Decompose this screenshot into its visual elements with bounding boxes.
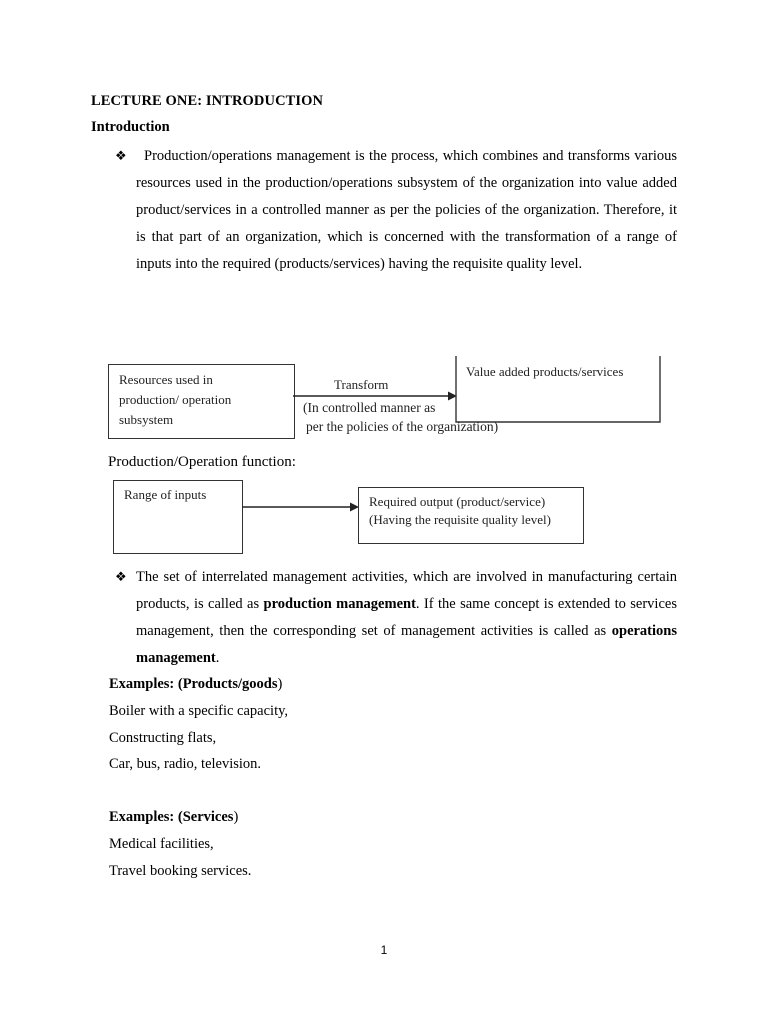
inputs-box: [113, 480, 243, 554]
product-example-item: Car, bus, radio, television.: [109, 756, 262, 772]
function-arrow: [242, 499, 360, 515]
products-heading-tail: ): [277, 676, 283, 692]
service-example-item: Medical facilities,: [109, 836, 214, 852]
section-heading: Introduction: [91, 119, 170, 135]
transform-condition-line1: (In controlled manner as: [303, 400, 436, 415]
resources-box-line: production/ operation: [119, 392, 232, 407]
products-heading-bold: Examples: (Products/goods: [109, 676, 278, 692]
bullet-diamond-icon: ❖: [115, 148, 127, 163]
resources-box-line: subsystem: [119, 412, 174, 427]
operations-management-term: operations management: [136, 623, 677, 666]
bullet-diamond-icon: ❖: [115, 569, 127, 584]
product-example-item: Constructing flats,: [109, 730, 217, 746]
service-example-item: Travel booking services.: [109, 863, 252, 879]
resources-box: [108, 364, 295, 439]
inputs-label: Range of inputs: [124, 487, 207, 502]
function-caption: Production/Operation function:: [108, 454, 296, 470]
intro-paragraph: Production/operations management is the process, which combines and transforms various resources used in the production/operations subsystem of the organization into value added product/services in a controlled manner as per the policies of the organization. Therefore, it is that part of an organization, which is concerned with the transformation of a range of inputs into the required (products/services) having the requisite quality level.: [136, 148, 677, 272]
services-heading-tail: ): [233, 809, 239, 825]
required-output-line2: (Having the requisite quality level): [369, 512, 551, 527]
services-heading-bold: Examples: (Services: [109, 809, 234, 825]
value-added-label: Value added products/services: [466, 364, 624, 379]
page-title: LECTURE ONE: INTRODUCTION: [91, 93, 324, 109]
paragraph-text: .: [215, 650, 220, 666]
page-number: 1: [380, 943, 388, 957]
products-examples-heading: [109, 676, 282, 693]
production-management-term: production management: [263, 596, 416, 612]
required-output-box: [358, 487, 584, 544]
services-examples-heading: [109, 809, 238, 826]
resources-box-line: Resources used in: [119, 372, 213, 387]
paragraph-text: . If the same concept is extended to services management, then the corresponding set of management activities is called as: [136, 596, 677, 639]
transform-condition-line2: per the policies of the organization): [306, 419, 499, 434]
management-paragraph: [136, 564, 677, 672]
paragraph-text: The set of interrelated management activities, which are involved in manufacturing certain products, is called as: [136, 569, 677, 612]
product-example-item: Boiler with a specific capacity,: [109, 703, 289, 719]
required-output-line1: Required output (product/service): [369, 494, 546, 509]
transform-label: Transform: [334, 377, 389, 392]
